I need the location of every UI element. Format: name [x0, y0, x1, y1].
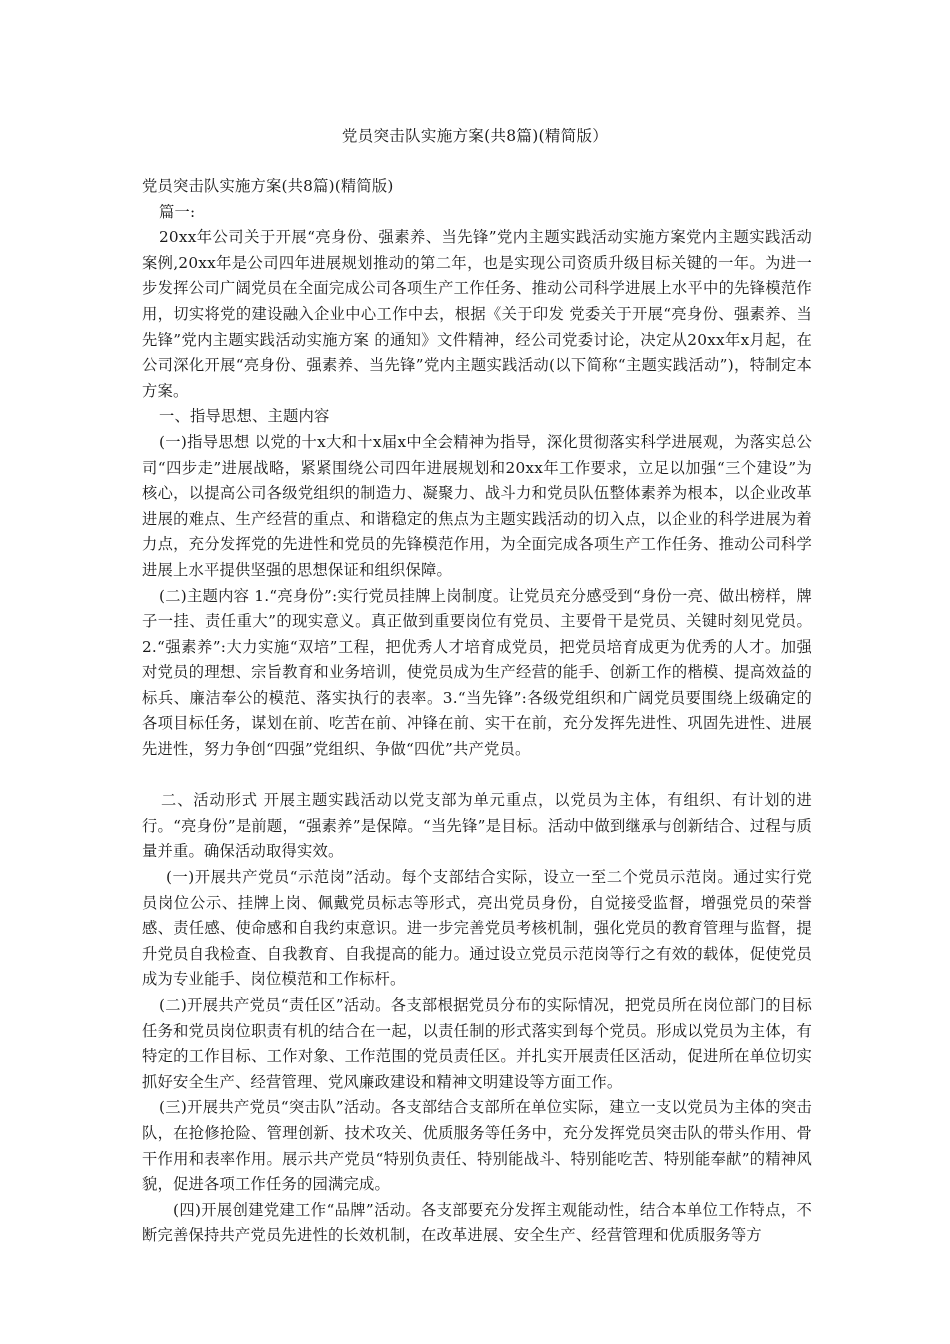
- paragraph-guiding-thought: (一)指导思想 以党的十x大和十x届x中全会精神为指导，深化贯彻落实科学进展观，为落实总公司“四步走”进展战略，紧紧围绕公司四年进展规划和20xx年工作要求，立足以加强“三个建设”为核心，以提高公司各级党组织的制造力、凝聚力、战斗力和党员队伍整体素养为根本，以企业改革进展的难点、生产经营的重点、和谐稳定的焦点为主题实践活动的切入点，以企业的科学进展为着力点，充分发挥党的先进性和党员的先锋模范作用，为全面完成各项生产工作任务、推动公司科学进展上水平提供坚强的思想保证和组织保障。: [142, 432, 812, 579]
- paragraph-demo-post: (一)开展共产党员“示范岗”活动。每个支部结合实际，设立一至二个党员示范岗。通过实行党员岗位公示、挂牌上岗、佩戴党员标志等形式，亮出党员身份，自觉接受监督，增强党员的荣誉感、责任感、使命感和自我约束意识。进一步完善党员考核机制，强化党员的教育管理与监督，提升党员自我检查、自我教育、自我提高的能力。通过设立党员示范岗等行之有效的载体，促使党员成为专业能手、岗位模范和工作标杆。: [142, 868, 812, 989]
- paragraph-theme-content: (二)主题内容 1.“亮身份”:实行党员挂牌上岗制度。让党员充分感受到“身份一亮、做出榜样，牌子一挂、责任重大”的现实意义。真正做到重要岗位有党员、主要骨干是党员、关键时刻见党员。2.“强素养”:大力实施“双培”工程，把优秀人才培育成党员，把党员培育成更为优秀的人才。加强对党员的理想、宗旨教育和业务培训，使党员成为生产经营的能手、创新工作的楷模、提高效益的标兵、廉洁奉公的模范、落实执行的表率。3.“当先锋”:各级党组织和广阔党员要围绕上级确定的各项目标任务，谋划在前、吃苦在前、冲锋在前、实干在前，充分发挥先进性、巩固先进性、进展先进性，努力争创“四强”党组织、争做“四优”共产党员。: [142, 586, 812, 759]
- document-title: 党员突击队实施方案(共8篇)(精简版）: [341, 127, 609, 145]
- paragraph-activity-form: 二、活动形式 开展主题实践活动以党支部为单元重点，以党员为主体，有组织、有计划的进行。“亮身份”是前题，“强素养”是保障。“当先锋”是目标。活动中做到继承与创新结合、过程与质量并重。确保活动取得实效。: [142, 791, 812, 861]
- document-body: [142, 174, 812, 1249]
- document-subtitle: 党员突击队实施方案(共8篇)(精简版): [142, 177, 394, 195]
- paragraph-responsibility-area: (二)开展共产党员“责任区”活动。各支部根据党员分布的实际情况，把党员所在岗位部门的目标任务和党员岗位职责有机的结合在一起，以责任制的形式落实到每个党员。形成以党员为主体，有特定的工作目标、工作对象、工作范围的党员责任区。并扎实开展责任区活动，促进所在单位切实抓好安全生产、经营管理、党风廉政建设和精神文明建设等方面工作。: [142, 996, 812, 1091]
- paragraph-commando-team: (三)开展共产党员“突击队”活动。各支部结合支部所在单位实际，建立一支以党员为主体的突击队，在抢修抢险、管理创新、技术攻关、优质服务等任务中，充分发挥党员突击队的带头作用、骨干作用和表率作用。展示共产党员“特别负责任、特别能战斗、特别能吃苦、特别能奉献”的精神风貌，促进各项工作任务的园满完成。: [142, 1098, 812, 1194]
- part-label: 篇一:: [159, 202, 196, 221]
- paragraph-intro: 20xx年公司关于开展“亮身份、强素养、当先锋”党内主题实践活动实施方案党内主题实践活动案例,20xx年是公司四年进展规划推动的第二年，也是实现公司资质升级目标关键的一年。为进一步发挥公司广阔党员在全面完成公司各项生产工作任务、推动公司科学进展上水平中的先锋模范作用，切实将党的建设融入企业中心工作中去，根据《关于印发 党委关于开展“亮身份、强素养、当先锋”党内主题实践活动实施方案 的通知》文件精神，经公司党委讨论，决定从20xx年x月起，在公司深化开展“亮身份、强素养、当先锋”党内主题实践活动(以下简称“主题实践活动”)，特制定本方案。: [142, 228, 812, 400]
- paragraph-gap: [142, 763, 812, 789]
- paragraph-brand-activity: (四)开展创建党建工作“品牌”活动。各支部要充分发挥主观能动性，结合本单位工作特点，不断完善保持共产党员先进性的长效机制，在改革进展、安全生产、经营管理和优质服务等方: [142, 1200, 812, 1245]
- section-heading: 一、指导思想、主题内容: [159, 407, 330, 426]
